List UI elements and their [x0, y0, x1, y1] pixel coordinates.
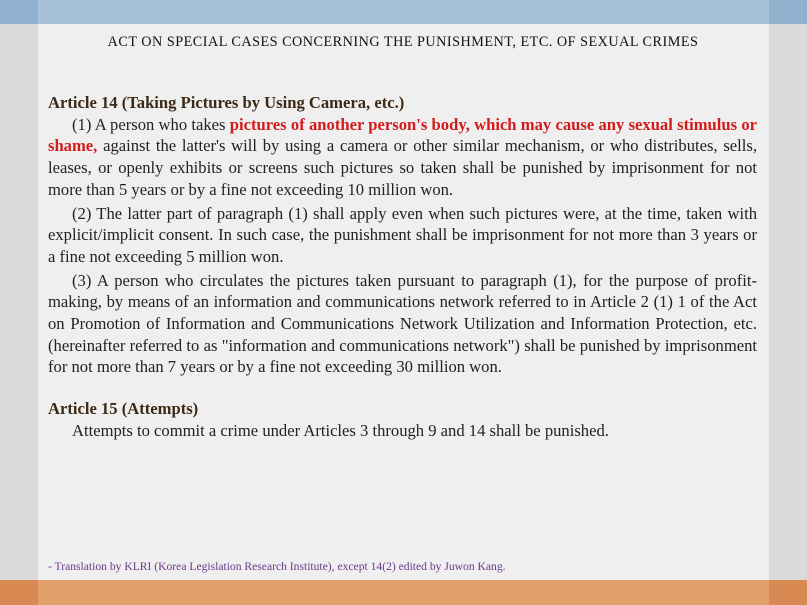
article-14-paragraph-1: [48, 114, 757, 201]
article-15-title: Article 15 (Attempts): [48, 399, 199, 419]
p1-text-after: against the latter's will by using a camera or other similar mechanism, or who distributes, sells, leases, or openly exhibits or screens such pictures so taken shall be punished by imprisonment for not more than 5 years or by a fine not exceeding 10 million won.: [48, 136, 757, 199]
p1-highlight: pictures of another person's body, which may cause any sexual stimulus or shame,: [48, 114, 757, 156]
article-15-text: Attempts to commit a crime under Articles 3 through 9 and 14 shall be punished.: [72, 420, 609, 440]
top-band-left-block: [0, 0, 38, 24]
p1-text-before: (1) A person who takes: [72, 114, 230, 134]
translation-note: - Translation by KLRI (Korea Legislation Research Institute), except 14(2) edited by Juwon Kang.: [48, 560, 506, 573]
top-accent-band: [0, 0, 807, 24]
slide-header: ACT ON SPECIAL CASES CONCERNING THE PUNISHMENT, ETC. OF SEXUAL CRIMES: [107, 34, 699, 50]
top-band-right-block: [769, 0, 807, 24]
article-14-paragraph-2: (2) The latter part of paragraph (1) shall apply even when such pictures were, at the time, taken with explicit/implicit consent. In such case, the punishment shall be imprisonment for not more than 3 years or a fine not exceeding 5 million won.: [48, 203, 757, 266]
bottom-band-right-block: [769, 580, 807, 605]
article-14-paragraph-3: (3) A person who circulates the pictures taken pursuant to paragraph (1), for the purpose of profit-making, by means of an information and communications network referred to in Article 2 (1) 1 of the Act on Promotion of Information and Communications Network Utilization and Information Protection, etc. (hereinafter referred to as "information and communications network") shall be punished by imprisonment for not more than 7 years or by a fine not exceeding 30 million won.: [48, 270, 757, 377]
article-14-title: Article 14 (Taking Pictures by Using Camera, etc.): [48, 93, 405, 112]
bottom-accent-band: [0, 580, 807, 605]
right-margin: [769, 24, 807, 580]
bottom-band-left-block: [0, 580, 38, 605]
left-margin: [0, 24, 38, 580]
slide-content: [48, 92, 757, 442]
